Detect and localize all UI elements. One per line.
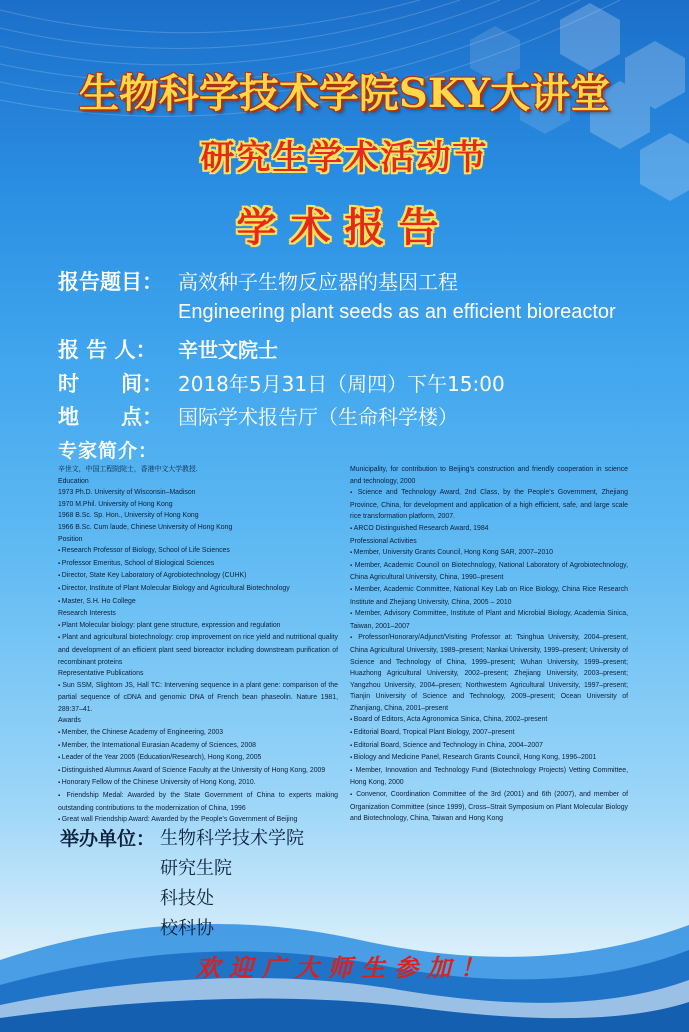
bio-line: ▪ Member, Advisory Committee, Institute of Plant and Microbial Biology, Academia Sinica, Taiwan, 2001–2007 bbox=[350, 608, 628, 632]
bio-line: Awards bbox=[58, 717, 81, 725]
bio-line: ▪ Member, Innovation and Technology Fund (Biotechnology Projects) Vetting Committee, Hong Kong, 2000 bbox=[350, 765, 628, 789]
bio-line: Position bbox=[58, 535, 83, 543]
bio-line: ▪ Member, Academic Committee, National Key Lab on Rice Biology, China Rice Research Institute and Zhejiang University, China, 2005 – 2010 bbox=[350, 584, 628, 608]
organizer-item: 校科协 bbox=[160, 918, 214, 939]
bio-left-column bbox=[58, 464, 338, 827]
bio-line: 辛世文，中国工程院院士，香港中文大学教授. bbox=[58, 466, 198, 473]
bio-right-column bbox=[350, 464, 628, 825]
bio-line: ▪ Director, State Key Laboratory of Agrobiotechnology (CUHK) bbox=[58, 570, 338, 583]
bio-line: ▪ Leader of the Year 2005 (Education/Research), Hong Kong, 2005 bbox=[58, 752, 338, 765]
bio-line: ▪ Plant and agricultural biotechnology: crop improvement on rice yield and nutritional quality and development of an efficient plant seed bioreactor including downstream purification of recombinant proteins bbox=[58, 632, 338, 668]
bio-line: 1966 B.Sc. Cum laude, Chinese University of Hong Kong bbox=[58, 523, 233, 531]
organizer-item: 科技处 bbox=[160, 888, 214, 909]
welcome-message: 欢迎广大师生参加！ bbox=[196, 953, 493, 982]
bio-line: ▪ ARCO Distinguished Research Award, 1984 bbox=[350, 523, 628, 536]
bio-line: ▪ Editorial Board, Tropical Plant Biology, 2007–present bbox=[350, 727, 628, 740]
bio-line: 1973 Ph.D. University of Wisconsin–Madison bbox=[58, 489, 196, 497]
bio-line: ▪ Friendship Medal: Awarded by the State Government of China to experts making outstanding contributions to the modernization of China, 1996 bbox=[58, 790, 338, 814]
bio-line: Professional Activities bbox=[350, 537, 417, 545]
bio-line: ▪ Professor/Honorary/Adjunct/Visiting Professor at: Tsinghua University, 2004–present, China Agricultural University, 1989–present; Nankai University, 1999–present; University of Science and Technology of China, 1999–present; Wuhan University, 1999–present; Huazhong Agricultural University, 2002–present; Zhejiang University, 2003–present; Yangzhou University, 2004–presen; Northwestern Agricultural University, 1997–present; Tianjin University of Science and Technology, 2009–present; Ocean University of Zhanjiang, China, 2001–present bbox=[350, 632, 628, 714]
organizer-label: 举办单位： bbox=[60, 828, 156, 850]
place-value: 国际学术报告厅（生命科学楼） bbox=[178, 405, 458, 429]
bio-line: ▪ Editorial Board, Science and Technology in China, 2004–2007 bbox=[350, 740, 628, 753]
bio-line: ▪ Convenor, Coordination Committee of the 3rd (2001) and 6th (2007), and member of Organization Committee (since 1999), Cross–Strait Symposium on Plant Molecular Biology and Biotechnology, China, Taiwan and Hong Kong bbox=[350, 789, 628, 825]
bio-line: ▪ Plant Molecular biology: plant gene structure, expression and regulation bbox=[58, 620, 338, 633]
bio-line: 1968 B.Sc. Sp. Hon., University of Hong Kong bbox=[58, 512, 199, 520]
bio-line: ▪ Science and Technology Award, 2nd Class, by the People’s Government, Zhejiang Province, China, for development and application of a high efficient, safe, and large scale rice transformation platform, 2007. bbox=[350, 487, 628, 523]
title-sub: 研究生学术活动节 bbox=[200, 138, 489, 178]
bio-line: ▪ Member, the Chinese Academy of Engineering, 2003 bbox=[58, 727, 338, 740]
bio-line: Representative Publications bbox=[58, 670, 144, 678]
bio-line: Education bbox=[58, 477, 89, 485]
topic-label: 报告题目： bbox=[58, 270, 163, 294]
bio-line: ▪ Distinguished Alumnus Award of Science Faculty at the University of Hong Kong, 2009 bbox=[58, 765, 338, 778]
organizer-item: 研究生院 bbox=[160, 858, 232, 879]
bio-line: ▪ Honorary Fellow of the Chinese University of Hong Kong, 2010. bbox=[58, 777, 338, 790]
bio-line: 1970 M.Phil. University of Hong Kong bbox=[58, 500, 173, 508]
bio-line: ▪ Member, the International Eurasian Academy of Sciences, 2008 bbox=[58, 740, 338, 753]
bio-line: ▪ Sun SSM, Slightom JS, Hall TC: Intervening sequence in a plant gene: comparison of the partial sequence of cDNA and genomic DNA of French bean phaseolin. Nature 1981, 289:37–41. bbox=[58, 680, 338, 716]
speaker-label: 报 告 人： bbox=[58, 338, 157, 362]
bio-line: ▪ Director, Institute of Plant Molecular Biology and Agricultural Biotechnology bbox=[58, 583, 338, 596]
bio-line: ▪ Professor Emeritus, School of Biological Sciences bbox=[58, 558, 338, 571]
bio-line: ▪ Member, University Grants Council, Hong Kong SAR, 2007–2010 bbox=[350, 547, 628, 560]
bio-line: Research Interests bbox=[58, 610, 116, 618]
title-main: 生物科学技术学院SKY大讲堂 bbox=[78, 70, 611, 117]
bio-line: ▪ Research Professor of Biology, School of Life Sciences bbox=[58, 545, 338, 558]
topic-cn: 高效种子生物反应器的基因工程 bbox=[178, 270, 458, 294]
bio-line: ▪ Biology and Medicine Panel, Research Grants Council, Hong Kong, 1996–2001 bbox=[350, 752, 628, 765]
bio-line: ▪ Board of Editors, Acta Agronomica Sinica, China, 2002–present bbox=[350, 714, 628, 727]
time-value: 2018年5月31日（周四）下午15:00 bbox=[178, 372, 505, 396]
topic-en: Engineering plant seeds as an efficient bioreactor bbox=[178, 301, 616, 323]
bio-line: ▪ Master, S.H. Ho College bbox=[58, 596, 338, 609]
speaker-name: 辛世文院士 bbox=[178, 338, 278, 362]
place-label: 地 点： bbox=[58, 405, 163, 429]
time-label: 时 间： bbox=[58, 372, 163, 396]
bio-line: ▪ Member, Academic Council on Biotechnology, National Laboratory of Agrobiotechnology, China Agricultural University, China, 1990–present bbox=[350, 560, 628, 584]
organizer-item: 生物科学技术学院 bbox=[160, 828, 304, 849]
intro-heading: 专家简介： bbox=[58, 440, 159, 462]
bio-line: Municipality, for contribution to Beijing’s construction and friendly cooperation in science and technology, 2000 bbox=[350, 466, 628, 485]
title-report: 学术报告 bbox=[236, 204, 453, 251]
bio-line: ▪ Great wall Friendship Award: Awarded by the People’s Government of Beijing bbox=[58, 814, 338, 827]
